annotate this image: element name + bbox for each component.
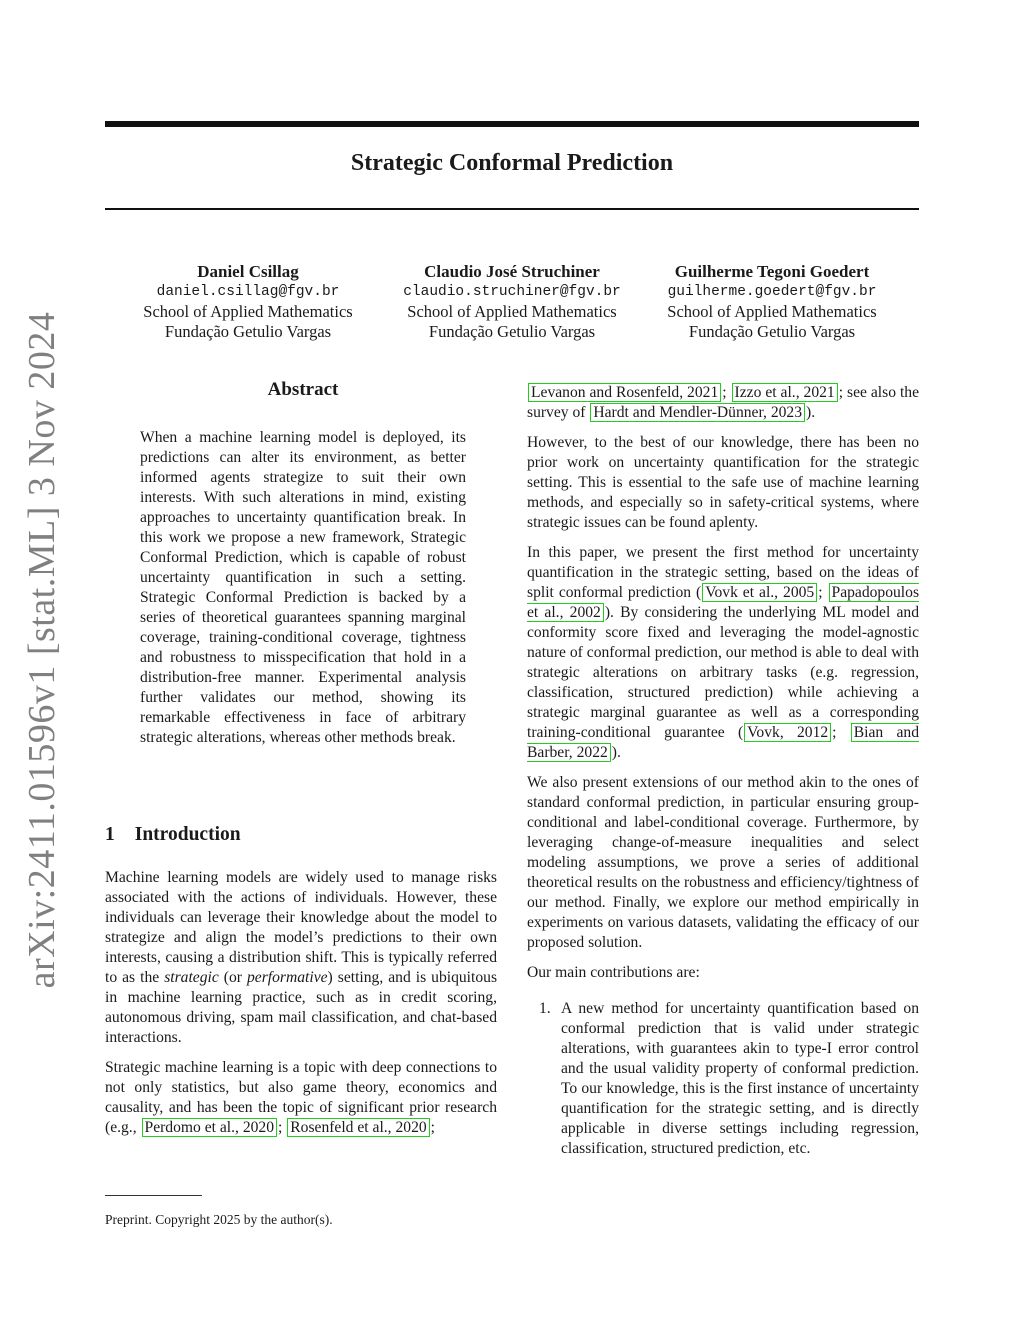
- citation-link[interactable]: Levanon and Rosenfeld, 2021: [528, 383, 721, 402]
- author-institution: Fundação Getulio Vargas: [164, 322, 332, 341]
- citation-link[interactable]: Hardt and Mendler-Dünner, 2023: [590, 403, 805, 422]
- list-item-text: A new method for uncertainty quantification based on conformal prediction that is valid under strategic alterations, with guarantees akin to type-I error control and the usual validity property of conformal prediction. To our knowledge, this is the first instance of uncertainty quantification for the strategic setting, and is directly applicable in diverse settings including regression, classification, structured prediction, etc.: [561, 1000, 919, 1157]
- author-block-3: [647, 262, 897, 342]
- left-column-body: [105, 868, 497, 1148]
- right-paragraph-4: We also present extensions of our method akin to the ones of standard conformal prediction, in particular ensuring group-conditional and label-conditional coverage. Furthermore, by leveraging change-of-measure inequalities and select modeling assumptions, we prove a series of additional theoretical results on the robustness and efficiency/tightness of our method. Finally, we explore our method empirically in experiments on various datasets, validating the efficacy of our proposed solution.: [527, 774, 919, 951]
- title-bottom-rule: [105, 208, 919, 210]
- right-paragraph-2: However, to the best of our knowledge, there has been no prior work on uncertainty quantification for the strategic setting. This is essential to the safe use of machine learning methods, and especially so in safety-critical systems, where strategic issues can be found aplenty.: [527, 434, 919, 531]
- author-name: Guilherme Tegoni Goedert: [674, 262, 870, 281]
- author-block-1: [123, 262, 373, 342]
- section-heading-introduction: [105, 824, 241, 846]
- intro-paragraph-1: Machine learning models are widely used to manage risks associated with the actions of individuals. However, these individuals can leverage their knowledge about the model to strategize and align the model’s predictions to their own interests, causing a distribution shift. This is typically referred to as the strategic (or performative) setting, and is ubiquitous in machine learning practice, such as in credit scoring, autonomous driving, spam mail classification, and chat-based interactions.: [105, 869, 498, 1046]
- author-department: School of Applied Mathematics: [667, 302, 877, 321]
- author-email[interactable]: guilherme.goedert@fgv.br: [667, 284, 877, 300]
- paper-title: Strategic Conformal Prediction: [350, 150, 674, 176]
- author-department: School of Applied Mathematics: [407, 302, 617, 321]
- intro-paragraph-2: Strategic machine learning is a topic with deep connections to not only statistics, but also game theory, economics and causality, and has been the topic of significant prior research (e.g., Perdomo et al., 2020 ; Rosenfeld et al., 2020 ;: [105, 1059, 497, 1136]
- author-institution: Fundação Getulio Vargas: [428, 322, 596, 341]
- right-paragraph-5: Our main contributions are:: [527, 964, 700, 981]
- right-paragraph-1: Levanon and Rosenfeld, 2021 ; Izzo et al., 2021 ; see also the survey of Hardt and Mendler-Dünner, 2023 ).: [527, 384, 920, 421]
- list-marker: 1.: [539, 1000, 551, 1017]
- right-paragraph-3: In this paper, we present the first method for uncertainty quantification in the strategic setting, based on the ideas of split conformal prediction ( Vovk et al., 2005 ; Papadopoulos et al., 2002 ). By considering the underlying ML model and conformity score fixed and leveraging the model-agnostic nature of conformal prediction, our method is able to deal with strategic alterations on arbitrary tasks (e.g. regression, classification, structured prediction) while achieving a strategic marginal guarantee as well as a corresponding training-conditional guarantee ( Vovk, 2012 ; Bian and Barber, 2022 ).: [527, 544, 920, 761]
- citation-link[interactable]: Perdomo et al., 2020: [142, 1118, 278, 1137]
- author-department: School of Applied Mathematics: [143, 302, 353, 321]
- citation-link[interactable]: Rosenfeld et al., 2020: [287, 1118, 429, 1137]
- citation-link[interactable]: Izzo et al., 2021: [732, 383, 838, 402]
- title-top-rule: [105, 121, 919, 127]
- author-name: Claudio José Struchiner: [424, 262, 600, 281]
- author-email[interactable]: daniel.csillag@fgv.br: [156, 284, 340, 300]
- abstract-heading: Abstract: [267, 379, 339, 400]
- footnote-rule: [105, 1195, 202, 1196]
- author-name: Daniel Csillag: [197, 262, 299, 281]
- contributions-list: [527, 999, 919, 1159]
- author-email[interactable]: claudio.struchiner@fgv.br: [403, 284, 621, 300]
- right-column-body: [527, 383, 919, 1159]
- citation-link[interactable]: Vovk, 2012: [744, 723, 831, 742]
- footnote: Preprint. Copyright 2025 by the author(s).: [105, 1212, 333, 1227]
- author-block-2: [387, 262, 637, 342]
- abstract-text: When a machine learning model is deployed, its predictions can alter its environment, as better informed agents strategize to suit their own interests. With such alterations in mind, existing approaches to uncertainty quantification break. In this work we propose a new framework, Strategic Conformal Prediction, which is capable of robust uncertainty quantification in such a setting. Strategic Conformal Prediction is backed by a series of theoretical guarantees spanning marginal coverage, training-conditional coverage, tightness and robustness to misspecification that hold in a distribution-free manner. Experimental analysis further validates our method, showing its remarkable effectiveness in face of arbitrary strategic alterations, whereas other methods break.: [140, 429, 466, 746]
- arxiv-identifier: arXiv:2411.01596v1 [stat.ML] 3 Nov 2024: [21, 311, 63, 989]
- section-title: Introduction: [134, 824, 241, 845]
- citation-link[interactable]: Vovk et al., 2005: [702, 583, 817, 602]
- section-number: 1: [105, 824, 115, 845]
- author-institution: Fundação Getulio Vargas: [688, 322, 856, 341]
- list-item: [527, 999, 919, 1159]
- citation-link[interactable]: Bian and Barber, 2022: [527, 724, 919, 761]
- citation-link[interactable]: Papadopoulos et al., 2002: [527, 584, 920, 621]
